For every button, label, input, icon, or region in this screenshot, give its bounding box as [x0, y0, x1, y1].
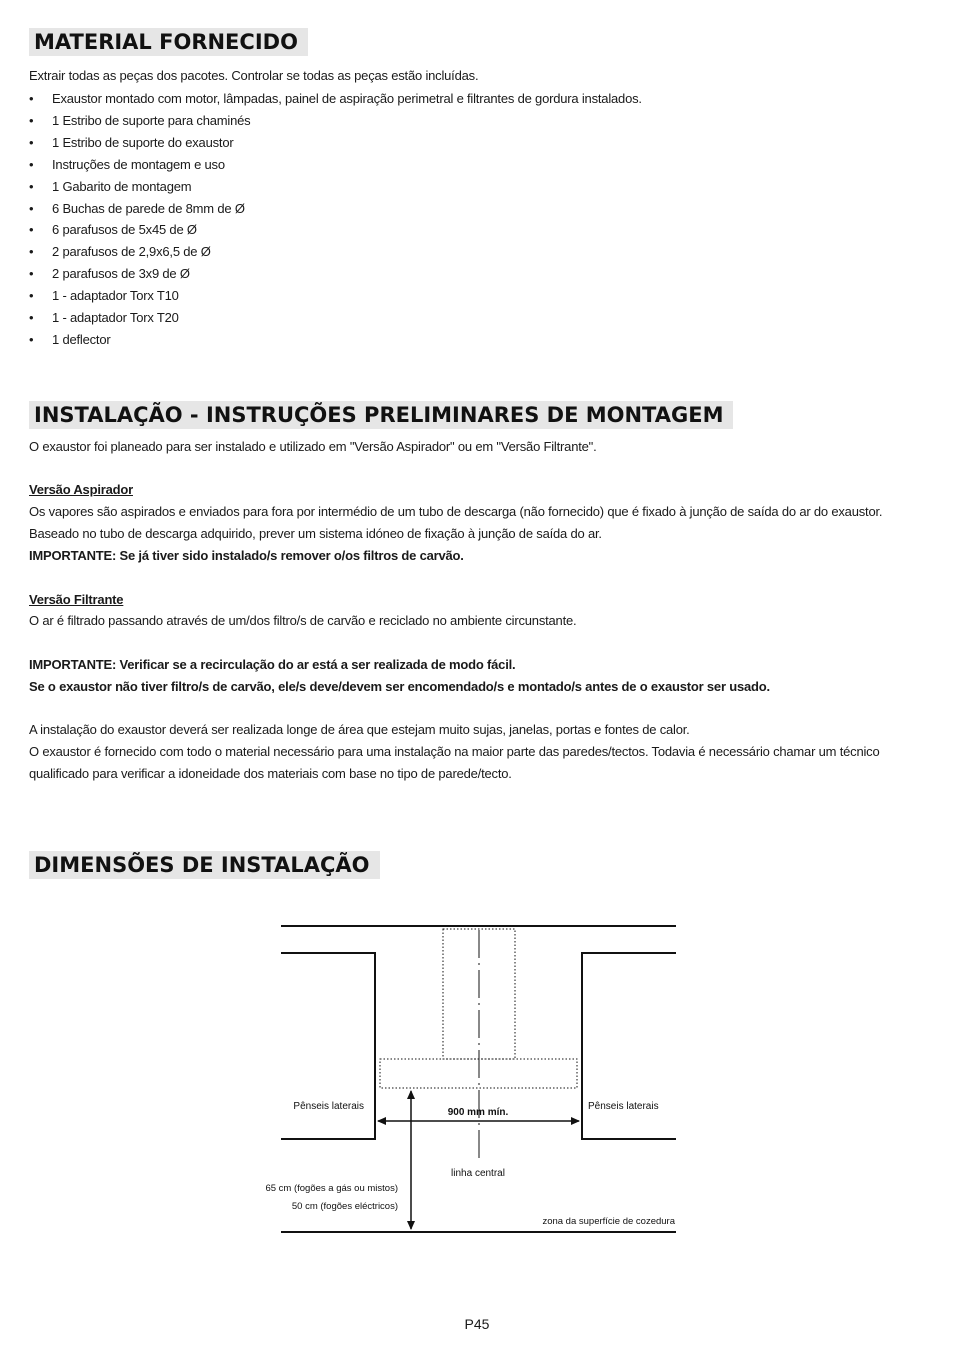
aspirador-important: IMPORTANTE: Se já tiver sido instalado/s remover o/os filtros de carvão.	[29, 548, 464, 563]
list-item: • 1 Estribo de suporte do exaustor	[29, 132, 642, 154]
list-item: • Exaustor montado com motor, lâmpadas, painel de aspiração perimetral e filtrantes de gordura instalados.	[29, 88, 642, 110]
material-intro: Extrair todas as peças dos pacotes. Controlar se todas as peças estão incluídas.	[29, 68, 479, 83]
label-height-electric: 50 cm (fogões eléctricos)	[291, 1201, 398, 1212]
important-recirculation: IMPORTANTE: Verificar se a recirculação do ar está a ser realizada de modo fácil.	[29, 657, 516, 672]
list-item: • 2 parafusos de 3x9 de Ø	[29, 263, 642, 285]
filtrante-heading: Versão Filtrante	[29, 592, 124, 607]
label-right-cabinets: Pênseis laterais	[588, 1101, 659, 1112]
list-item: • 1 deflector	[29, 329, 642, 351]
section-title-dimensions: DIMENSÕES DE INSTALAÇÃO	[29, 851, 380, 879]
filtrante-line-1: O ar é filtrado passando através de um/dos filtro/s de carvão e reciclado no ambiente circunstante.	[29, 613, 577, 628]
label-width: 900 mm mín.	[447, 1107, 509, 1118]
list-item: • 1 Estribo de suporte para chaminés	[29, 110, 642, 132]
aspirador-heading: Versão Aspirador	[29, 482, 133, 497]
page-number: P45	[464, 1316, 490, 1332]
list-item: • 1 - adaptador Torx T10	[29, 285, 642, 307]
label-left-cabinets: Pênseis laterais	[293, 1101, 364, 1112]
label-cooktop: zona da superfície de cozedura	[542, 1216, 675, 1227]
list-item: • Instruções de montagem e uso	[29, 154, 642, 176]
important-filters: Se o exaustor não tiver filtro/s de carvão, ele/s deve/devem ser encomendado/s e montado/s antes de o exaustor ser usado.	[29, 679, 770, 694]
aspirador-line-2: Baseado no tubo de descarga adquirido, prever um sistema idóneo de fixação à junção de saída do ar.	[29, 526, 602, 541]
list-item: • 1 - adaptador Torx T20	[29, 307, 642, 329]
label-height-gas: 65 cm (fogões a gás ou mistos)	[265, 1183, 398, 1194]
label-centerline: linha central	[451, 1168, 505, 1179]
list-item: • 6 parafusos de 5x45 de Ø	[29, 219, 642, 241]
aspirador-line-1: Os vapores são aspirados e enviados para fora por intermédio de um tubo de descarga (não fornecido) que é fixado à junção de saída do ar do exaustor.	[29, 504, 883, 519]
section-title-installation: INSTALAÇÃO - INSTRUÇÕES PRELIMINARES DE MONTAGEM	[29, 401, 733, 429]
closing-line-2: O exaustor é fornecido com todo o material necessário para uma instalação na maior parte das paredes/tectos. Todavia é necessário chamar um técnico qualificado para verificar a idoneidade dos materiais com base no tipo de parede/tecto.	[29, 744, 880, 781]
section-title-material: MATERIAL FORNECIDO	[29, 28, 308, 56]
list-item: • 6 Buchas de parede de 8mm de Ø	[29, 198, 642, 220]
closing-line-1: A instalação do exaustor deverá ser realizada longe de área que estejam muito sujas, janelas, portas e fontes de calor.	[29, 722, 690, 737]
list-item: • 1 Gabarito de montagem	[29, 176, 642, 198]
list-item: • 2 parafusos de 2,9x6,5 de Ø	[29, 241, 642, 263]
installation-intro: O exaustor foi planeado para ser instalado e utilizado em "Versão Aspirador" ou em "Versão Filtrante".	[29, 439, 597, 454]
